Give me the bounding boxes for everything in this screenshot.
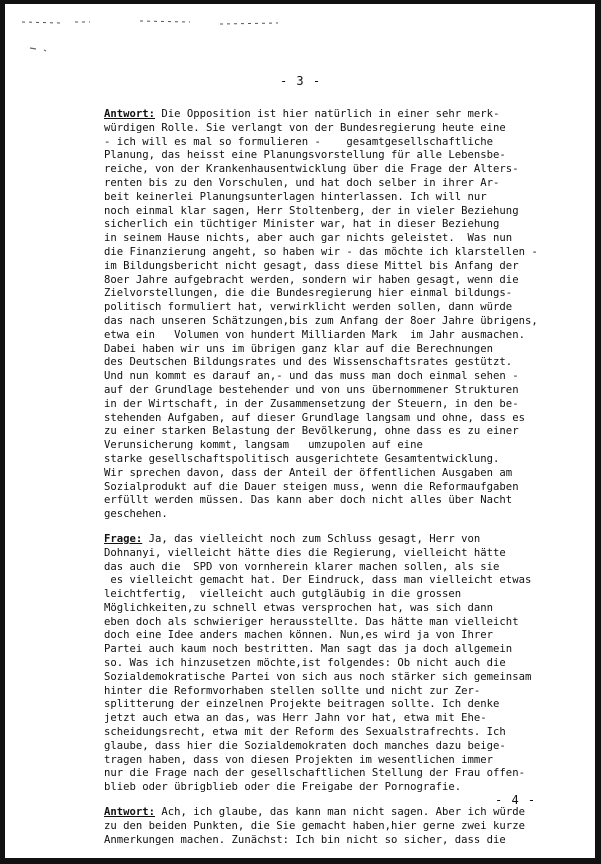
line-text: blieb oder übrigblieb oder die Freigabe der Pornografie. — [104, 781, 462, 794]
scan-border-bottom — [0, 858, 601, 864]
line-text: politisch formuliert hat, verwirklicht werden sollen, dann würde — [104, 301, 513, 314]
line-text: tragen haben, dass von diesen Projekten im wesentlichen immer — [104, 753, 494, 766]
line-text: glaube, dass hier die Sozialdemokraten doch manches dazu beige- — [104, 739, 506, 752]
next-page-number: - 4 - — [495, 793, 537, 807]
text-line — [104, 398, 566, 412]
line-text: scheidungsrecht, etwa mit der Reform des Sexualstrafrechts. Ich — [104, 726, 506, 739]
interview-text — [104, 108, 566, 847]
line-text: Anmerkungen machen. Zunächst: Ich bin nicht so sicher, dass die — [104, 833, 506, 846]
line-text: beit keinerlei Planungsunterlagen hinterlassen. Ich will nur — [104, 190, 487, 203]
text-line — [104, 834, 566, 848]
text-line — [104, 425, 566, 439]
text-line — [104, 685, 566, 699]
text-line — [104, 287, 566, 301]
line-text: Sozialprodukt auf die Dauer steigen muss, wenn die Reformaufgaben — [104, 480, 519, 493]
line-text: in seinem Hause nichts, aber auch gar nichts geleistet. Was nun — [104, 232, 513, 245]
text-line — [104, 767, 566, 781]
line-text: so. Was ich hinzusetzen möchte,ist folgendes: Ob nicht auch die — [104, 657, 506, 670]
text-line — [104, 232, 566, 246]
text-line — [104, 246, 566, 260]
text-line — [104, 657, 566, 671]
line-text: Dohnanyi, vielleicht hätte dies die Regierung, vielleicht hätte — [104, 546, 506, 559]
line-text: das auch die SPD von vornherein klarer machen sollen, als sie — [104, 560, 500, 573]
text-line — [104, 412, 566, 426]
text-line — [104, 343, 566, 357]
text-line — [104, 698, 566, 712]
line-text: Partei auch kaum noch bestritten. Man sagt das ja doch allgemein — [104, 643, 513, 656]
line-text: es vielleicht gemacht hat. Der Eindruck, dass man vielleicht etwas — [104, 574, 532, 587]
scan-border-left — [0, 0, 5, 864]
text-line — [104, 467, 566, 481]
text-line — [104, 301, 566, 315]
line-text: das nach unseren Schätzungen,bis zum Anfang der 8oer Jahre übrigens, — [104, 314, 538, 327]
line-text: stehenden Aufgaben, auf dieser Grundlage langsam und ohne, dass es — [104, 411, 525, 424]
question-block — [104, 533, 566, 795]
scan-noise-marks — [20, 10, 280, 60]
text-line — [104, 806, 566, 820]
text-line — [104, 218, 566, 232]
line-text: etwa ein Volumen von hundert Milliarden Mark im Jahr ausmachen. — [104, 328, 525, 341]
text-line — [104, 136, 566, 150]
text-line — [104, 588, 566, 602]
text-line — [104, 561, 566, 575]
text-line — [104, 533, 566, 547]
text-line — [104, 726, 566, 740]
line-text: splitterung der einzelnen Projekte beitragen sollte. Ich denke — [104, 698, 500, 711]
line-text: im Bildungsbericht nicht gesagt, dass diese Mittel bis Anfang der — [104, 259, 519, 272]
text-line — [104, 643, 566, 657]
line-text: erfüllt werden müssen. Das kann aber doch nicht alles über Nacht — [104, 494, 513, 507]
line-text: Sozialdemokratische Partei von sich aus noch stärker sich gemeinsam — [104, 670, 532, 683]
text-line — [104, 712, 566, 726]
line-text: doch eine Idee anders machen können. Nun,es wird ja von Ihrer — [104, 629, 494, 642]
answer-block — [104, 108, 566, 522]
text-line — [104, 629, 566, 643]
text-line — [104, 163, 566, 177]
line-text: hinter die Reformvorhaben stellen sollte und nicht zur Zer- — [104, 684, 481, 697]
text-line — [104, 205, 566, 219]
line-text: reiche, von der Krankenhausentwicklung über die Frage der Alters- — [104, 163, 519, 176]
text-line — [104, 439, 566, 453]
line-text: Verunsicherung kommt, langsam umzupolen auf eine — [104, 439, 423, 452]
line-text: Wir sprechen davon, dass der Anteil der öffentlichen Ausgaben am — [104, 466, 513, 479]
speaker-label: Antwort: — [104, 108, 156, 120]
line-text: Ach, ich glaube, das kann man nicht sagen. Aber ich würde — [155, 806, 525, 819]
line-text: Dabei haben wir uns im übrigen ganz klar auf die Berechnungen — [104, 342, 494, 355]
text-line — [104, 754, 566, 768]
text-line — [104, 315, 566, 329]
line-text: - ich will es mal so formulieren - gesamtgesellschaftliche — [104, 135, 494, 148]
line-text: eben doch als schwieriger herausstellte. Das hätte man vielleicht — [104, 615, 519, 628]
line-text: noch einmal klar sagen, Herr Stoltenberg, der in vieler Beziehung — [104, 204, 519, 217]
line-text: würdigen Rolle. Sie verlangt von der Bundesregierung heute eine — [104, 121, 506, 134]
text-line — [104, 149, 566, 163]
line-text: 8oer Jahre aufgebracht werden, sondern wir haben gesagt, wenn die — [104, 273, 519, 286]
block-gap — [104, 522, 566, 533]
line-text: renten bis zu den Vorschulen, und hat doch selber in ihrer Ar- — [104, 176, 500, 189]
line-text: Die Opposition ist hier natürlich in einer sehr merk- — [155, 108, 500, 120]
text-line — [104, 191, 566, 205]
line-text: zu den beiden Punkten, die Sie gemacht haben,hier gerne zwei kurze — [104, 819, 525, 832]
line-text: nur die Frage nach der gesellschaftlichen Stellung der Frau offen- — [104, 767, 525, 780]
line-text: starke gesellschaftspolitisch ausgerichtete Gesamtentwicklung. — [104, 452, 500, 465]
line-text: des Deutschen Bildungsrates und des Wissenschaftsrates gestützt. — [104, 356, 513, 369]
line-text: Planung, das heisst eine Planungsvorstellung für alle Lebensbe- — [104, 149, 506, 162]
line-text: auf der Grundlage bestehender und von uns übernommener Strukturen — [104, 383, 519, 396]
text-line — [104, 122, 566, 136]
scan-border-top — [0, 0, 601, 4]
text-line — [104, 370, 566, 384]
line-text: Und nun kommt es darauf an,- und das muss man doch einmal sehen - — [104, 370, 519, 383]
text-line — [104, 356, 566, 370]
line-text: die Finanzierung angeht, so haben wir - das möchte ich klarstellen - — [104, 245, 538, 258]
text-line — [104, 671, 566, 685]
text-line — [104, 494, 566, 508]
text-line — [104, 260, 566, 274]
answer-block — [104, 806, 566, 847]
text-line — [104, 384, 566, 398]
line-text: zu einer starken Belastung der Bevölkerung, ohne dass es zu einer — [104, 425, 519, 438]
text-line — [104, 602, 566, 616]
text-line — [104, 616, 566, 630]
text-line — [104, 329, 566, 343]
text-line — [104, 547, 566, 561]
line-text: Zielvorstellungen, die die Bundesregierung hier einmal bildungs- — [104, 287, 513, 300]
line-text: geschehen. — [104, 508, 168, 521]
text-line — [104, 453, 566, 467]
line-text: sicherlich ein tüchtiger Minister war, hat in dieser Beziehung — [104, 218, 500, 231]
text-line — [104, 177, 566, 191]
scan-border-right — [595, 0, 601, 864]
text-line — [104, 108, 566, 122]
page-number: - 3 - — [279, 74, 322, 88]
line-text: leichtfertig, vielleicht auch gutgläubig in die grossen — [104, 588, 462, 601]
text-line — [104, 508, 566, 522]
text-line — [104, 481, 566, 495]
text-line — [104, 574, 566, 588]
line-text: Ja, das vielleicht noch zum Schluss gesagt, Herr von — [142, 532, 481, 545]
speaker-label: Antwort: — [104, 806, 156, 819]
line-text: Möglichkeiten,zu schnell etwas versprochen hat, was sich dann — [104, 601, 494, 614]
line-text: in der Wirtschaft, in der Zusammensetzung der Steuern, in den be- — [104, 397, 519, 410]
text-line — [104, 820, 566, 834]
line-text: jetzt auch etwa an das, was Herr Jahn vor hat, etwa mit Ehe- — [104, 712, 487, 725]
speaker-label: Frage: — [104, 532, 143, 545]
text-line — [104, 740, 566, 754]
text-line — [104, 274, 566, 288]
